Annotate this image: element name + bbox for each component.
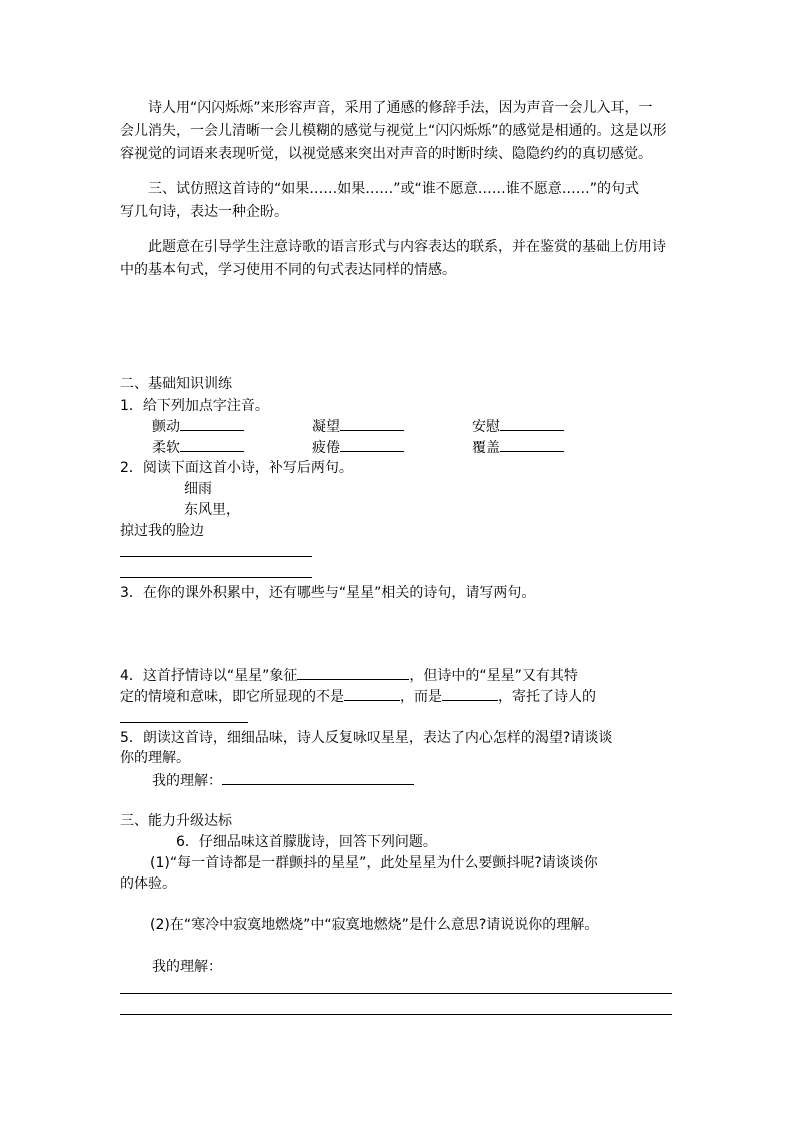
q2-prompt: 2．阅读下面这首小诗，补写后两句。 (120, 460, 353, 476)
answer-blank[interactable] (297, 664, 409, 680)
section-title: 二、基础知识训练 (120, 376, 232, 392)
answer-blank[interactable] (500, 436, 564, 452)
poem-line: 东风里， (184, 502, 240, 518)
text-line: 中的基本句式，学习使用不同的句式表达同样的情感。 (120, 262, 456, 278)
answer-line[interactable] (120, 577, 312, 578)
pinyin-item: 柔软 (152, 436, 244, 460)
q3-prompt: 3．在你的课外积累中，还有哪些与“星星”相关的诗句，请写两句。 (120, 585, 536, 601)
pinyin-item: 安慰 (472, 415, 564, 439)
pinyin-item: 凝望 (312, 415, 404, 439)
q5-prompt: 5．朗读这首诗，细细品味，诗人反复咏叹星星，表达了内心怎样的渴望?请谈谈 (120, 730, 613, 746)
pinyin-item: 颤动 (152, 415, 244, 439)
question-paragraph (120, 178, 676, 224)
q4-line: 定的情境和意味，即它所显现的不是 ，而是 ，寄托了诗人的 (120, 685, 596, 709)
text-line: 此题意在引导学生注意诗歌的语言形式与内容表达的联系，并在鉴赏的基础上仿用诗 (148, 239, 666, 255)
answer-blank[interactable] (180, 436, 244, 452)
answer-line[interactable] (120, 993, 672, 994)
q4-line: 4．这首抒情诗以“星星”象征 ，但诗中的“星星”又有其特 (120, 664, 578, 688)
q5-answer: 我的理解： (152, 769, 414, 793)
answer-blank[interactable] (180, 415, 244, 431)
answer-blank[interactable] (442, 685, 498, 701)
q6-prompt: 6．仔细品味这首朦胧诗，回答下列问题。 (176, 834, 437, 850)
poem-line: 细雨 (184, 481, 212, 497)
pinyin-item: 覆盖 (472, 436, 564, 460)
q6-answer-label: 我的理解： (152, 959, 222, 975)
poem-line: 掠过我的脸边 (120, 523, 204, 539)
q6-sub1: (1)“每一首诗都是一群颤抖的星星”，此处星星为什么要颤抖呢?请谈谈你 (150, 855, 598, 871)
text-line: 诗人用“闪闪烁烁”来形容声音，采用了通感的修辞手法，因为声音一会儿入耳，一 (148, 100, 653, 116)
explanation-paragraph (120, 97, 676, 166)
q6-sub1: 的体验。 (120, 876, 176, 892)
answer-paragraph (120, 236, 676, 282)
text-line: 三、试仿照这首诗的“如果……如果……”或“谁不愿意……谁不愿意……”的句式 (148, 181, 640, 197)
answer-blank[interactable] (340, 436, 404, 452)
text-line: 容视觉的词语来表现听觉，以视觉感来突出对声音的时断时续、隐隐约约的真切感觉。 (120, 146, 652, 162)
text-line: 写几句诗，表达一种企盼。 (120, 204, 288, 220)
answer-blank[interactable] (340, 415, 404, 431)
answer-line[interactable] (120, 1014, 672, 1015)
pinyin-item: 疲倦 (312, 436, 404, 460)
q1-prompt: 1．给下列加点字注音。 (120, 398, 269, 414)
answer-blank[interactable] (344, 685, 400, 701)
q5-prompt: 你的理解。 (120, 750, 190, 766)
answer-blank[interactable] (222, 769, 414, 785)
q6-sub2: (2)在“寒冷中寂寞地燃烧”中“寂寞地燃烧”是什么意思?请说说你的理解。 (150, 917, 599, 933)
text-line: 会儿消失，一会儿清晰一会儿模糊的感觉与视觉上“闪闪烁烁”的感觉是相通的。这是以形 (120, 123, 667, 139)
answer-blank[interactable] (500, 415, 564, 431)
answer-line[interactable] (120, 722, 248, 723)
section-title: 三、能力升级达标 (120, 813, 232, 829)
answer-line[interactable] (120, 556, 312, 557)
